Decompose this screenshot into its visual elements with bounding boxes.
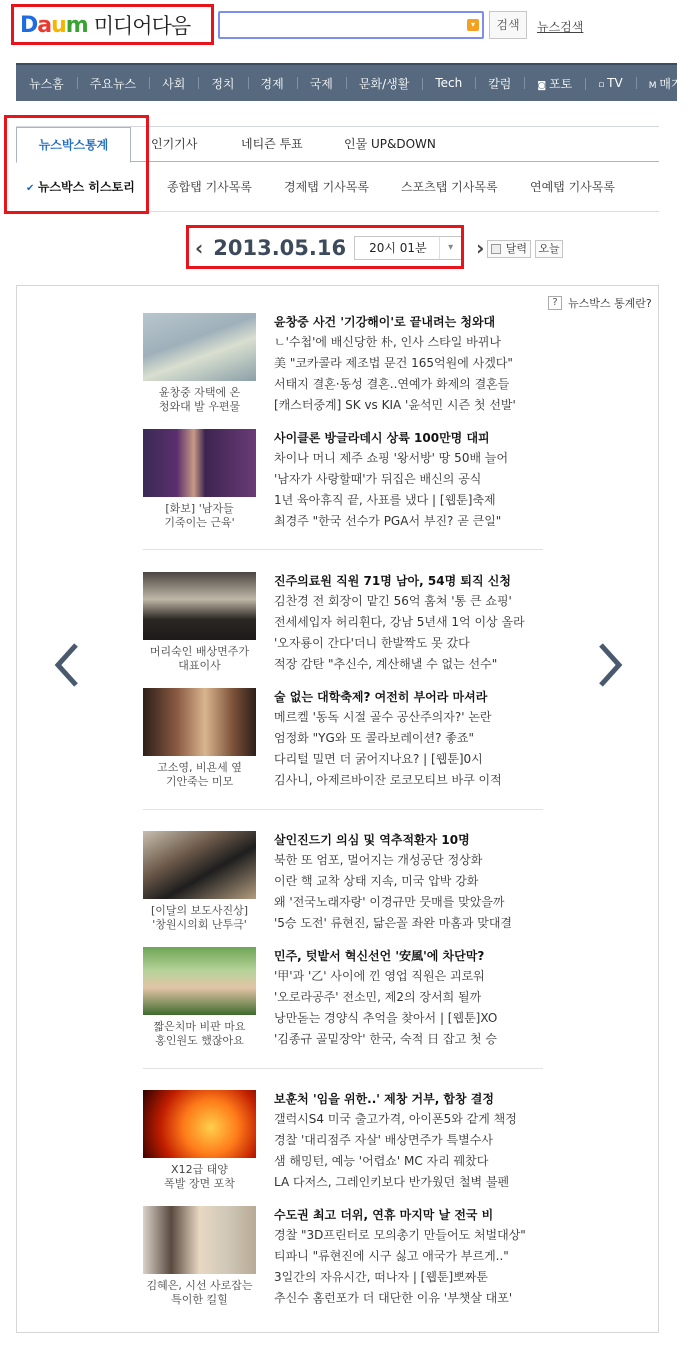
news-headline[interactable]: 보훈처 '임을 위한..' 제창 거부, 합창 결정 [274,1092,494,1106]
news-thumbnail[interactable] [143,1090,256,1158]
news-link[interactable]: '남자가 사랑할때'가 뒤집은 배신의 공식 [274,472,482,486]
news-item [143,688,543,800]
thumbnail-caption[interactable]: 윤창중 자택에 온 청와대 발 우편물 [158,386,241,413]
news-headline[interactable]: 민주, 텃밭서 혁신선언 '安風'에 차단막? [274,949,485,963]
news-link[interactable]: 경찰 '대리점주 자살' 배상면주가 특별수사 [274,1133,493,1147]
magazine-icon: M [648,80,660,91]
subtab-general[interactable]: 종합탭 기사목록 [167,180,252,194]
group-divider [143,549,543,550]
group-divider [143,1068,543,1069]
thumbnail-caption[interactable]: 짧은치마 비판 마요 홍인원도 했잖아요 [153,1020,246,1047]
prev-date-icon[interactable]: ‹ [195,236,204,260]
nav-item-photo[interactable]: ◙ 포토 [524,75,585,92]
news-headline[interactable]: 술 없는 대학축제? 여전히 부어라 마셔라 [274,690,488,704]
calendar-icon [491,244,501,254]
tab-bar [16,126,659,162]
news-item [143,313,543,425]
daum-logo[interactable] [20,10,190,40]
news-link[interactable]: 김사니, 아제르바이잔 로코모티브 바쿠 이적 [274,773,502,787]
news-link[interactable]: 차이나 머니 제주 쇼핑 '왕서방' 땅 50배 늘어 [274,451,509,465]
news-headline[interactable]: 진주의료원 직원 71명 남아, 54명 퇴직 신청 [274,574,511,588]
tv-icon: ▫ [598,80,608,90]
news-link[interactable]: 갤럭시S4 미국 출고가격, 아이폰5와 같게 책정 [274,1112,517,1126]
tab-netizen-vote[interactable]: 네티즌 투표 [241,137,303,151]
thumbnail-caption[interactable]: 머리숙인 배상면주가 대표이사 [149,645,250,672]
news-headline[interactable]: 수도권 최고 더위, 연휴 마지막 날 전국 비 [274,1208,494,1222]
news-link[interactable]: 경찰 "3D프린터로 모의총기 만들어도 처벌대상" [274,1228,526,1242]
dropdown-icon[interactable]: ▾ [467,19,479,31]
news-item [143,429,543,541]
news-headline[interactable]: 사이클론 방글라데시 상륙 100만명 대피 [274,431,490,445]
news-link[interactable]: 북한 또 엄포, 멀어지는 개성공단 정상화 [274,853,483,867]
help-link[interactable]: ? 뉴스박스 통계란? [548,295,652,311]
news-link[interactable]: '5승 도전' 류현진, 닮은꼴 좌완 마홈과 맞대결 [274,916,512,930]
subtab-entertainment[interactable]: 연예탭 기사목록 [530,180,615,194]
news-link[interactable]: [캐스터중계] SK vs KIA '윤석민 시즌 첫 선발' [274,398,516,412]
subtab-economy[interactable]: 경제탭 기사목록 [284,180,369,194]
nav-item[interactable]: 사회 [149,75,198,92]
question-icon: ? [548,296,562,310]
news-link[interactable]: 추신수 홈런포가 더 대단한 이유 '부챗살 대포' [274,1291,513,1305]
news-thumbnail[interactable] [143,1206,256,1274]
nav-item[interactable]: 문화/생활 [346,75,422,92]
news-link[interactable]: '김종규 골밑장악' 한국, 숙적 日 잡고 첫 승 [274,1032,497,1046]
news-link[interactable]: 왜 '전국노래자랑' 이경규만 뭇매를 맞았을까 [274,895,505,909]
news-item [143,947,543,1059]
thumbnail-caption[interactable]: 김혜은, 시선 사로잡는 특이한 킬힐 [146,1279,253,1306]
news-link[interactable]: 3일간의 자유시간, 떠나자 | [웹툰]뽀짜툰 [274,1270,488,1284]
camera-icon: ◙ [537,80,549,91]
news-thumbnail[interactable] [143,313,256,381]
search-input[interactable] [218,11,484,39]
news-link[interactable]: 전세세입자 허리휜다, 강남 5년새 1억 이상 올라 [274,615,525,629]
news-thumbnail[interactable] [143,947,256,1015]
today-button[interactable]: 오늘 [535,240,563,258]
thumbnail-caption[interactable]: [화보] '남자들 기죽이는 근육' [164,502,235,529]
tab-person-updown[interactable]: 인물 UP&DOWN [344,137,436,151]
nav-item[interactable]: 국제 [297,75,346,92]
news-link[interactable]: 티파니 "류현진에 시구 싫고 애국가 부르게.." [274,1249,509,1263]
news-item [143,1090,543,1202]
news-link[interactable]: 다리털 밀면 더 굵어지나요? | [웹툰]0시 [274,752,483,766]
news-link[interactable]: '오로라공주' 전소민, 제2의 장서희 될까 [274,990,482,1004]
chevron-down-icon: ▾ [439,237,461,259]
news-thumbnail[interactable] [143,831,256,899]
date-selector [195,234,484,262]
check-icon: ✔ [26,183,38,194]
news-headline[interactable]: 살인진드기 의심 및 역추적환자 10명 [274,833,470,847]
news-item [143,572,543,684]
media-daum-label: 미디어다음 [93,14,191,38]
news-link[interactable]: 서태지 결혼·동성 결혼..연예가 화제의 결혼들 [274,377,510,391]
search-button[interactable]: 검색 [489,11,527,39]
nav-item-magazine[interactable]: M 매거 [636,75,696,92]
news-link[interactable]: 적장 감탄 "추신수, 계산해낼 수 없는 선수" [274,657,498,671]
news-link[interactable]: ㄴ'수첩'에 배신당한 朴, 인사 스타일 바뀌나 [274,335,501,349]
nav-item[interactable]: 경제 [248,75,297,92]
global-nav [16,63,683,101]
subtab-bar [16,172,659,212]
news-link[interactable]: 샘 해밍턴, 예능 '어렵쇼' MC 자리 꿰찼다 [274,1154,489,1168]
news-item [143,831,543,943]
thumbnail-caption[interactable]: 고소영, 비욘세 옆 기안죽는 미모 [157,761,242,788]
nav-item[interactable]: Tech [422,76,475,90]
news-thumbnail[interactable] [143,429,256,497]
thumbnail-caption[interactable]: [이달의 보도사진상] '창원시의회 난투극' [150,904,249,931]
tab-popular[interactable]: 인기기사 [151,137,198,151]
news-link[interactable]: 이란 핵 교착 상태 지속, 미국 압박 강화 [274,874,479,888]
nav-item[interactable]: 정치 [198,75,247,92]
news-link[interactable]: 김찬경 전 회장이 맡긴 56억 훔쳐 '통 큰 쇼핑' [274,594,512,608]
news-item [143,1206,543,1318]
subtab-sports[interactable]: 스포츠탭 기사목록 [401,180,498,194]
next-date-icon[interactable]: › [476,236,485,260]
news-thumbnail[interactable] [143,688,256,756]
subtab-history[interactable]: ✔ 뉴스박스 히스토리 [26,180,135,194]
group-divider [143,809,543,810]
news-thumbnail[interactable] [143,572,256,640]
prev-page-arrow-icon[interactable] [54,643,80,687]
news-link[interactable]: 1년 육아휴직 끝, 사표를 냈다 | [웹툰]축제 [274,493,496,507]
news-link[interactable]: '오자룡이 간다'더니 한발짝도 못 갔다 [274,636,470,650]
nav-item[interactable]: 뉴스홈 [29,76,64,91]
tab-newsbox-stats[interactable]: 뉴스박스통계 [16,127,131,163]
date-text: 2013.05.16 [213,236,347,260]
next-page-arrow-icon[interactable] [597,643,623,687]
nav-item-tv[interactable]: ▫ TV [585,76,636,90]
news-link[interactable]: LA 다저스, 그레인키보다 반가웠던 철벽 불펜 [274,1175,510,1189]
news-link[interactable]: 최경주 "한국 선수가 PGA서 부진? 곧 큰일" [274,514,502,528]
nav-item[interactable]: 주요뉴스 [77,75,149,92]
news-headline[interactable]: 윤창중 사건 '기강해이'로 끝내려는 청와대 [274,315,496,329]
news-link[interactable]: 엄정화 "YG와 또 콜라보레이션? 좋죠" [274,731,474,745]
nav-item[interactable]: 칼럼 [475,75,524,92]
news-link[interactable]: 메르켈 '동독 시절 골수 공산주의자?' 논란 [274,710,492,724]
news-link[interactable]: 美 "코카콜라 제조법 문건 165억원에 사겠다" [274,356,513,370]
thumbnail-caption[interactable]: X12급 태양 폭발 장면 포착 [164,1163,235,1190]
news-link[interactable]: '甲'과 '乙' 사이에 낀 영업 직원은 괴로워 [274,969,485,983]
time-select[interactable]: 20시 01분 ▾ [354,236,462,260]
news-link[interactable]: 낭만돋는 경양식 추억을 찾아서 | [웹툰]XO [274,1011,498,1025]
calendar-button[interactable]: 달력 [487,240,531,258]
news-search-link[interactable]: 뉴스검색 [537,20,584,34]
daum-wordmark: Daum [20,12,88,38]
